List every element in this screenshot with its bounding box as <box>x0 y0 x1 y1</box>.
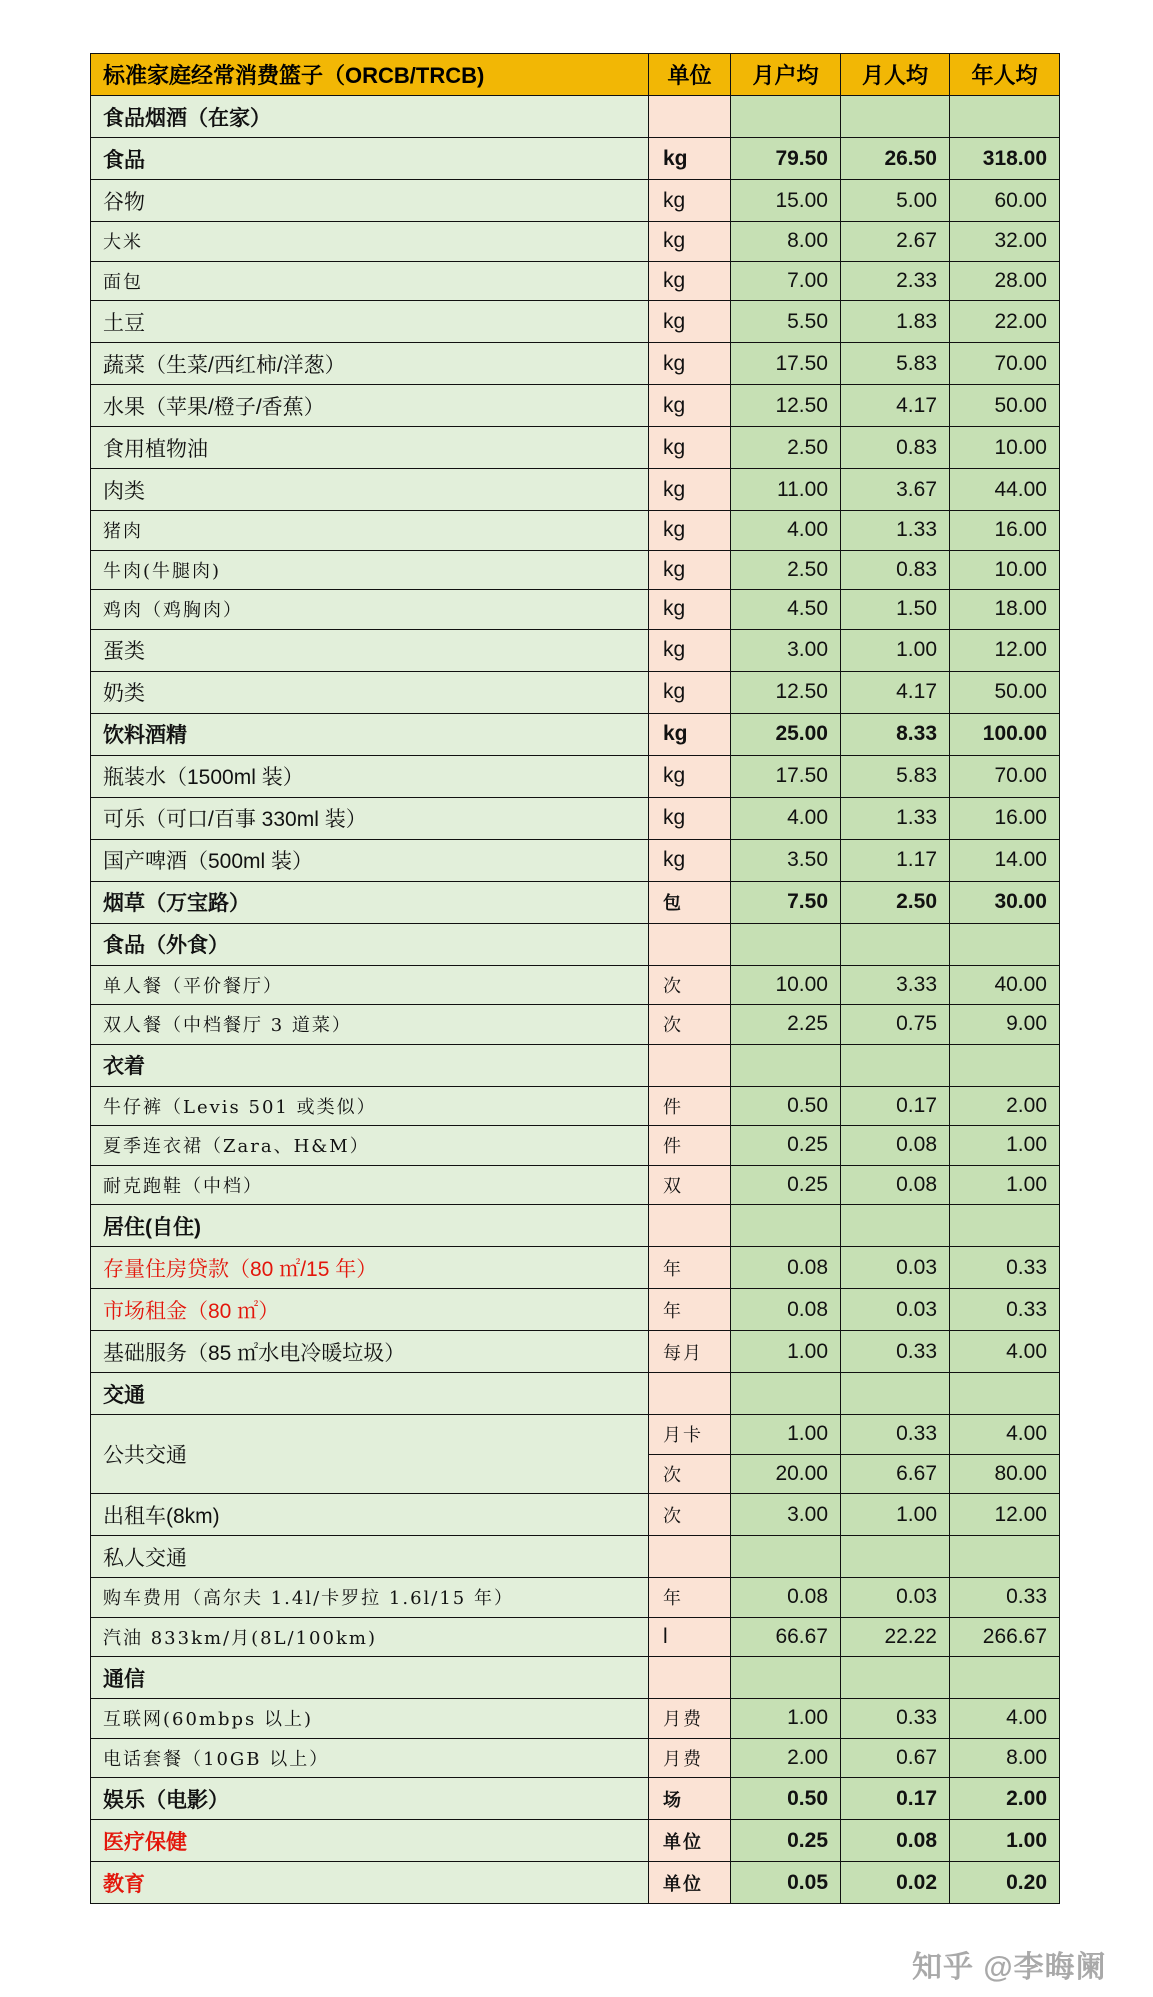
row-unit: 年 <box>649 1247 731 1289</box>
row-label: 牛肉(牛腿肉) <box>91 550 649 590</box>
row-label: 可乐（可口/百事 330ml 装） <box>91 797 649 839</box>
row-unit: 月卡 <box>649 1415 731 1455</box>
cell-monthly-household: 0.08 <box>731 1289 841 1331</box>
cell-monthly-household: 2.25 <box>731 1005 841 1045</box>
cell-yearly-person: 4.00 <box>950 1331 1060 1373</box>
table-row <box>91 590 1060 630</box>
cell-monthly-household: 4.00 <box>731 511 841 551</box>
cell-monthly-household: 0.25 <box>731 1126 841 1166</box>
cell-yearly-person: 14.00 <box>950 839 1060 881</box>
section-row <box>91 1373 1060 1415</box>
header-monthly-household: 月户均 <box>731 54 841 96</box>
cell-monthly-person: 1.83 <box>841 301 950 343</box>
cell-monthly-person: 0.08 <box>841 1820 950 1862</box>
table-row <box>91 671 1060 713</box>
row-unit: kg <box>649 511 731 551</box>
cell-monthly-person <box>841 1536 950 1578</box>
row-unit: kg <box>649 301 731 343</box>
cell-monthly-person: 2.67 <box>841 222 950 262</box>
row-label: 牛仔裤（Levis 501 或类似） <box>91 1086 649 1126</box>
row-label: 食品（外食） <box>91 923 649 965</box>
table-row <box>91 1778 1060 1820</box>
cell-monthly-person: 2.33 <box>841 261 950 301</box>
cell-yearly-person: 70.00 <box>950 755 1060 797</box>
cell-yearly-person: 8.00 <box>950 1738 1060 1778</box>
row-label: 夏季连衣裙（Zara、H&M） <box>91 1126 649 1166</box>
header-monthly-person: 月人均 <box>841 54 950 96</box>
row-label: 瓶装水（1500ml 装） <box>91 755 649 797</box>
row-label: 耐克跑鞋（中档） <box>91 1165 649 1205</box>
cell-monthly-household <box>731 1657 841 1699</box>
section-row <box>91 96 1060 138</box>
row-label: 互联网(60mbps 以上) <box>91 1699 649 1739</box>
row-unit: kg <box>649 713 731 755</box>
row-label: 蛋类 <box>91 629 649 671</box>
cell-monthly-household: 17.50 <box>731 343 841 385</box>
table-row <box>91 469 1060 511</box>
cell-monthly-person: 0.03 <box>841 1578 950 1618</box>
cell-monthly-household: 3.00 <box>731 629 841 671</box>
table-row <box>91 1536 1060 1578</box>
row-label: 电话套餐（10GB 以上） <box>91 1738 649 1778</box>
cell-yearly-person: 30.00 <box>950 881 1060 923</box>
row-unit: 场 <box>649 1778 731 1820</box>
cell-yearly-person: 70.00 <box>950 343 1060 385</box>
row-unit: kg <box>649 385 731 427</box>
row-unit: 包 <box>649 881 731 923</box>
row-unit: kg <box>649 343 731 385</box>
row-label: 存量住房贷款（80 ㎡/15 年） <box>91 1247 649 1289</box>
cell-monthly-person: 1.33 <box>841 511 950 551</box>
row-unit: 次 <box>649 1454 731 1494</box>
row-label: 娱乐（电影） <box>91 1778 649 1820</box>
row-unit: kg <box>649 839 731 881</box>
row-label: 食品烟酒（在家） <box>91 96 649 138</box>
cell-monthly-person: 0.03 <box>841 1289 950 1331</box>
cell-yearly-person: 318.00 <box>950 138 1060 180</box>
row-unit: 次 <box>649 965 731 1005</box>
cell-monthly-person: 5.83 <box>841 343 950 385</box>
row-unit: kg <box>649 671 731 713</box>
cell-monthly-person: 0.67 <box>841 1738 950 1778</box>
cell-yearly-person: 10.00 <box>950 550 1060 590</box>
table-row <box>91 1578 1060 1618</box>
row-unit: 次 <box>649 1494 731 1536</box>
row-unit <box>649 923 731 965</box>
header-row <box>91 54 1060 96</box>
cell-yearly-person: 60.00 <box>950 180 1060 222</box>
row-label: 出租车(8km) <box>91 1494 649 1536</box>
row-label: 公共交通 <box>91 1415 649 1494</box>
cell-monthly-person: 0.75 <box>841 1005 950 1045</box>
cell-yearly-person: 2.00 <box>950 1778 1060 1820</box>
cell-monthly-household: 1.00 <box>731 1331 841 1373</box>
row-unit: kg <box>649 427 731 469</box>
table-row <box>91 1165 1060 1205</box>
row-label: 奶类 <box>91 671 649 713</box>
row-unit: 月费 <box>649 1738 731 1778</box>
cell-yearly-person: 50.00 <box>950 385 1060 427</box>
cell-yearly-person: 16.00 <box>950 511 1060 551</box>
cell-monthly-household: 20.00 <box>731 1454 841 1494</box>
row-label: 汽油 833km/月(8L/100km) <box>91 1617 649 1657</box>
cell-monthly-person: 26.50 <box>841 138 950 180</box>
cell-monthly-person: 0.33 <box>841 1415 950 1455</box>
row-unit <box>649 1657 731 1699</box>
row-label: 蔬菜（生菜/西红柿/洋葱） <box>91 343 649 385</box>
cell-monthly-person: 4.17 <box>841 671 950 713</box>
cell-monthly-household: 5.50 <box>731 301 841 343</box>
cell-monthly-household: 1.00 <box>731 1415 841 1455</box>
row-unit: 单位 <box>649 1862 731 1904</box>
row-unit <box>649 1205 731 1247</box>
cell-yearly-person: 16.00 <box>950 797 1060 839</box>
cell-monthly-person: 1.33 <box>841 797 950 839</box>
cell-yearly-person <box>950 1044 1060 1086</box>
row-label: 谷物 <box>91 180 649 222</box>
cell-monthly-household <box>731 1536 841 1578</box>
cell-monthly-person: 8.33 <box>841 713 950 755</box>
row-label: 通信 <box>91 1657 649 1699</box>
cell-monthly-household: 4.50 <box>731 590 841 630</box>
table-row <box>91 965 1060 1005</box>
cell-monthly-household: 0.50 <box>731 1086 841 1126</box>
cell-monthly-person <box>841 1044 950 1086</box>
table-row <box>91 180 1060 222</box>
cell-yearly-person: 1.00 <box>950 1820 1060 1862</box>
row-unit: 件 <box>649 1126 731 1166</box>
table-row <box>91 511 1060 551</box>
cell-monthly-household: 12.50 <box>731 671 841 713</box>
cell-monthly-household <box>731 96 841 138</box>
table-row <box>91 1738 1060 1778</box>
row-unit: kg <box>649 222 731 262</box>
row-unit: 年 <box>649 1289 731 1331</box>
cell-yearly-person: 266.67 <box>950 1617 1060 1657</box>
cell-monthly-household: 7.00 <box>731 261 841 301</box>
row-unit: 件 <box>649 1086 731 1126</box>
section-row <box>91 1044 1060 1086</box>
cell-monthly-household: 3.00 <box>731 1494 841 1536</box>
table-row <box>91 138 1060 180</box>
row-unit: 年 <box>649 1578 731 1618</box>
cell-monthly-household <box>731 1205 841 1247</box>
table-row <box>91 550 1060 590</box>
table-row <box>91 1415 1060 1455</box>
cell-monthly-household: 10.00 <box>731 965 841 1005</box>
cell-monthly-household: 11.00 <box>731 469 841 511</box>
table-row <box>91 222 1060 262</box>
cell-monthly-person <box>841 923 950 965</box>
table-row <box>91 427 1060 469</box>
cell-yearly-person: 100.00 <box>950 713 1060 755</box>
row-unit: kg <box>649 180 731 222</box>
consumption-basket-table <box>90 53 1060 1904</box>
cell-yearly-person <box>950 1536 1060 1578</box>
row-label: 双人餐（中档餐厅 3 道菜） <box>91 1005 649 1045</box>
cell-yearly-person: 0.33 <box>950 1289 1060 1331</box>
cell-monthly-household: 0.50 <box>731 1778 841 1820</box>
cell-yearly-person: 18.00 <box>950 590 1060 630</box>
cell-monthly-household <box>731 923 841 965</box>
cell-monthly-household: 0.08 <box>731 1247 841 1289</box>
cell-monthly-person: 5.83 <box>841 755 950 797</box>
cell-monthly-household: 2.50 <box>731 427 841 469</box>
cell-monthly-person: 0.08 <box>841 1165 950 1205</box>
table-row <box>91 1494 1060 1536</box>
cell-monthly-household: 25.00 <box>731 713 841 755</box>
cell-monthly-person: 1.50 <box>841 590 950 630</box>
cell-monthly-household: 66.67 <box>731 1617 841 1657</box>
cell-monthly-person: 0.33 <box>841 1699 950 1739</box>
cell-monthly-household: 12.50 <box>731 385 841 427</box>
cell-yearly-person: 12.00 <box>950 1494 1060 1536</box>
table-row <box>91 261 1060 301</box>
table-row <box>91 1126 1060 1166</box>
row-unit: kg <box>649 550 731 590</box>
row-unit: 双 <box>649 1165 731 1205</box>
cell-monthly-person: 6.67 <box>841 1454 950 1494</box>
row-label: 教育 <box>91 1862 649 1904</box>
cell-monthly-person <box>841 1657 950 1699</box>
cell-monthly-person: 0.83 <box>841 550 950 590</box>
row-unit <box>649 1536 731 1578</box>
table-row <box>91 881 1060 923</box>
row-label: 饮料酒精 <box>91 713 649 755</box>
cell-monthly-household: 4.00 <box>731 797 841 839</box>
cell-monthly-household: 2.50 <box>731 550 841 590</box>
cell-yearly-person: 10.00 <box>950 427 1060 469</box>
cell-yearly-person: 40.00 <box>950 965 1060 1005</box>
table-row <box>91 1247 1060 1289</box>
cell-yearly-person: 1.00 <box>950 1165 1060 1205</box>
row-unit: kg <box>649 138 731 180</box>
row-label: 私人交通 <box>91 1536 649 1578</box>
cell-yearly-person <box>950 1373 1060 1415</box>
row-unit: kg <box>649 797 731 839</box>
table-row <box>91 343 1060 385</box>
row-unit: kg <box>649 755 731 797</box>
row-unit <box>649 1044 731 1086</box>
cell-yearly-person: 4.00 <box>950 1415 1060 1455</box>
cell-yearly-person: 44.00 <box>950 469 1060 511</box>
row-label: 购车费用（高尔夫 1.4l/卡罗拉 1.6l/15 年） <box>91 1578 649 1618</box>
cell-yearly-person <box>950 923 1060 965</box>
cell-monthly-household: 3.50 <box>731 839 841 881</box>
table-row <box>91 385 1060 427</box>
cell-yearly-person: 28.00 <box>950 261 1060 301</box>
cell-yearly-person: 50.00 <box>950 671 1060 713</box>
cell-monthly-household: 0.25 <box>731 1820 841 1862</box>
cell-monthly-household: 1.00 <box>731 1699 841 1739</box>
row-label: 衣着 <box>91 1044 649 1086</box>
cell-monthly-person: 4.17 <box>841 385 950 427</box>
row-unit: kg <box>649 590 731 630</box>
row-label: 居住(自住) <box>91 1205 649 1247</box>
cell-monthly-person: 3.67 <box>841 469 950 511</box>
cell-yearly-person: 1.00 <box>950 1126 1060 1166</box>
row-unit: kg <box>649 261 731 301</box>
cell-monthly-person: 0.17 <box>841 1778 950 1820</box>
cell-monthly-household: 79.50 <box>731 138 841 180</box>
row-label: 食品 <box>91 138 649 180</box>
table-row <box>91 1820 1060 1862</box>
cell-yearly-person <box>950 96 1060 138</box>
table-row <box>91 797 1060 839</box>
cell-monthly-person <box>841 1205 950 1247</box>
cell-yearly-person: 32.00 <box>950 222 1060 262</box>
section-row <box>91 1205 1060 1247</box>
cell-yearly-person: 0.33 <box>950 1578 1060 1618</box>
row-label: 单人餐（平价餐厅） <box>91 965 649 1005</box>
cell-monthly-person <box>841 96 950 138</box>
row-unit: 月费 <box>649 1699 731 1739</box>
cell-yearly-person: 2.00 <box>950 1086 1060 1126</box>
header-yearly-person: 年人均 <box>950 54 1060 96</box>
row-unit <box>649 1373 731 1415</box>
row-unit: 每月 <box>649 1331 731 1373</box>
cell-monthly-person: 0.08 <box>841 1126 950 1166</box>
row-label: 肉类 <box>91 469 649 511</box>
cell-yearly-person: 80.00 <box>950 1454 1060 1494</box>
section-row <box>91 1657 1060 1699</box>
cell-monthly-person <box>841 1373 950 1415</box>
cell-monthly-person: 22.22 <box>841 1617 950 1657</box>
cell-monthly-household <box>731 1044 841 1086</box>
row-label: 基础服务（85 ㎡水电冷暖垃圾） <box>91 1331 649 1373</box>
cell-monthly-household <box>731 1373 841 1415</box>
table-row <box>91 713 1060 755</box>
row-unit: l <box>649 1617 731 1657</box>
row-label: 猪肉 <box>91 511 649 551</box>
cell-yearly-person <box>950 1657 1060 1699</box>
cell-yearly-person <box>950 1205 1060 1247</box>
header-unit: 单位 <box>649 54 731 96</box>
row-unit: 单位 <box>649 1820 731 1862</box>
row-label: 鸡肉（鸡胸肉） <box>91 590 649 630</box>
row-label: 面包 <box>91 261 649 301</box>
cell-yearly-person: 12.00 <box>950 629 1060 671</box>
table-row <box>91 1617 1060 1657</box>
cell-yearly-person: 0.33 <box>950 1247 1060 1289</box>
row-unit <box>649 96 731 138</box>
section-row <box>91 923 1060 965</box>
row-unit: 次 <box>649 1005 731 1045</box>
row-label: 食用植物油 <box>91 427 649 469</box>
cell-monthly-person: 3.33 <box>841 965 950 1005</box>
cell-monthly-household: 0.25 <box>731 1165 841 1205</box>
cell-monthly-person: 0.83 <box>841 427 950 469</box>
header-item: 标准家庭经常消费篮子（ORCB/TRCB) <box>91 54 649 96</box>
table-row <box>91 755 1060 797</box>
cell-yearly-person: 4.00 <box>950 1699 1060 1739</box>
cell-monthly-person: 0.03 <box>841 1247 950 1289</box>
table-row <box>91 1699 1060 1739</box>
row-label: 市场租金（80 ㎡） <box>91 1289 649 1331</box>
row-unit: kg <box>649 629 731 671</box>
cell-monthly-person: 2.50 <box>841 881 950 923</box>
cell-monthly-household: 8.00 <box>731 222 841 262</box>
cell-monthly-household: 7.50 <box>731 881 841 923</box>
cell-monthly-person: 1.17 <box>841 839 950 881</box>
cell-yearly-person: 22.00 <box>950 301 1060 343</box>
table-body <box>91 96 1060 1904</box>
cell-monthly-household: 0.05 <box>731 1862 841 1904</box>
cell-monthly-household: 0.08 <box>731 1578 841 1618</box>
row-label: 国产啤酒（500ml 装） <box>91 839 649 881</box>
cell-monthly-person: 0.02 <box>841 1862 950 1904</box>
cell-yearly-person: 0.20 <box>950 1862 1060 1904</box>
table-row <box>91 1289 1060 1331</box>
table-row <box>91 301 1060 343</box>
row-label: 交通 <box>91 1373 649 1415</box>
table-row <box>91 1862 1060 1904</box>
cell-monthly-person: 1.00 <box>841 629 950 671</box>
cell-monthly-person: 0.33 <box>841 1331 950 1373</box>
row-unit: kg <box>649 469 731 511</box>
table-row <box>91 629 1060 671</box>
row-label: 水果（苹果/橙子/香蕉） <box>91 385 649 427</box>
cell-monthly-household: 15.00 <box>731 180 841 222</box>
row-label: 土豆 <box>91 301 649 343</box>
cell-monthly-household: 17.50 <box>731 755 841 797</box>
row-label: 烟草（万宝路） <box>91 881 649 923</box>
cell-monthly-household: 2.00 <box>731 1738 841 1778</box>
watermark: 知乎 @李晦阑 <box>912 1951 1107 1984</box>
row-label: 医疗保健 <box>91 1820 649 1862</box>
table-row <box>91 1005 1060 1045</box>
row-label: 大米 <box>91 222 649 262</box>
cell-yearly-person: 9.00 <box>950 1005 1060 1045</box>
table-row <box>91 1331 1060 1373</box>
cell-monthly-person: 5.00 <box>841 180 950 222</box>
table-row <box>91 839 1060 881</box>
cell-monthly-person: 0.17 <box>841 1086 950 1126</box>
cell-monthly-person: 1.00 <box>841 1494 950 1536</box>
table-row <box>91 1086 1060 1126</box>
